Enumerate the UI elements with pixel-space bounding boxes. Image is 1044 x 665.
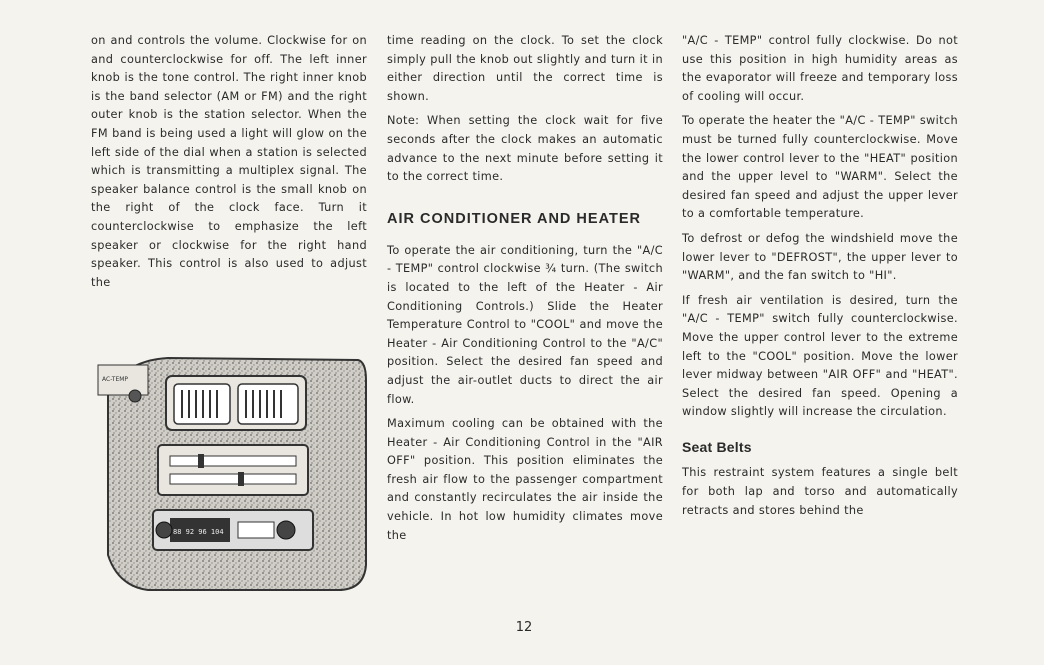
radio-knob-left — [156, 522, 172, 538]
paragraph: "A/C - TEMP" control fully clockwise. Do not use this position in high humidity areas as the evaporator will freeze and temporary loss of cooling will occur. — [682, 34, 958, 103]
paragraph: If fresh air ventilation is desired, turn the "A/C - TEMP" switch fully counterclockwise. Move the upper control lever to the extreme left to the "COOL" position. Move the lower lever midway between "AIR OFF" and "HEAT". Select the desired fan speed. Opening a window slightly will increase the circulation. — [682, 293, 958, 419]
paragraph: Maximum cooling can be obtained with the Heater - Air Conditioning Control in the "AIR OFF" position. This position eliminates the fresh air flow to the passenger compartment and constantly recirculates the air inside the vehicle. In hot low humidity climates move the — [387, 417, 663, 542]
heater-control-panel — [158, 445, 308, 495]
text-column-left — [91, 32, 367, 298]
paragraph: time reading on the clock. To set the clock simply pull the knob out slightly and turn it in either direction until the correct time is shown. — [387, 34, 663, 103]
radio-dial: 88 92 96 104 — [173, 528, 224, 536]
paragraph: To operate the air conditioning, turn the "A/C - TEMP" control clockwise ¾ turn. (The switch is located to the left of the Heater - Air Conditioning Controls.) Slide the Heater Temperature Control to "COOL" and move the Heater - Air Conditioning Control to the "A/C" position. Select the desired fan speed and adjust the air-outlet ducts to direct the air flow. — [387, 243, 663, 406]
section-heading: AIR CONDITIONER AND HEATER — [387, 210, 641, 227]
text-column-right — [682, 32, 958, 526]
paragraph: To operate the heater the "A/C - TEMP" switch must be turned fully counterclockwise. Move the lower control lever to the "HEAT" position and the upper level to "WARM". Select the desired fan speed and adjust the upper lever to a comfortable temperature. — [682, 114, 958, 221]
radio-knob-right — [277, 521, 295, 539]
ac-temp-knob — [129, 390, 141, 402]
text-column-middle — [387, 32, 663, 551]
paragraph: on and controls the volume. Clockwise for on and counterclockwise for off. The left inner knob is the tone control. The right inner knob is the band selector (AM or FM) and the right outer knob is the station selector. When the FM band is being used a light will glow on the left side of the dial when a station is selected which is transmitting a multiplex signal. The speaker balance control is the small knob on the right of the clock face. Turn it counterclockwise to emphasize the left speaker or clockwise for the right hand speaker. This control is also used to adjust the — [91, 34, 367, 289]
paragraph: Note: When setting the clock wait for five seconds after the clock makes an automatic advance to the next minute before setting it to the correct time. — [387, 114, 663, 184]
paragraph: To defrost or defog the windshield move the lower lever to "DEFROST", the upper lever to "WARM", and the fan switch to "HI". — [682, 231, 958, 283]
dashboard-illustration — [88, 350, 368, 595]
section-heading: Seat Belts — [682, 438, 752, 455]
page-number: 12 — [515, 620, 533, 635]
paragraph: This restraint system features a single belt for both lap and torso and automatically retracts and stores behind the — [682, 466, 958, 517]
ac-temp-label: AC-TEMP — [102, 376, 129, 383]
